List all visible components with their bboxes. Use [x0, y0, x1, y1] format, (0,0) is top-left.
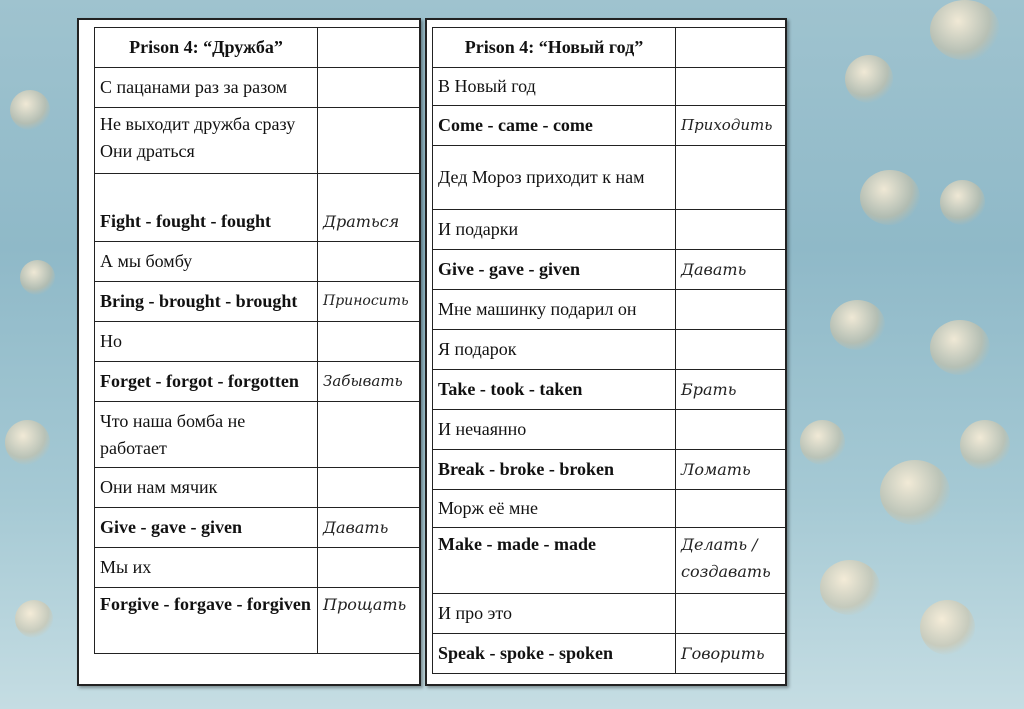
- lyric-line: Я подарок: [433, 330, 676, 370]
- left-worksheet: [77, 18, 421, 686]
- translation-cell: [318, 242, 420, 282]
- translation-cell: Брать: [676, 370, 786, 410]
- lyric-line: Они нам мячик: [95, 468, 318, 508]
- lyric-line: Что наша бомба не работает: [95, 402, 318, 468]
- translation-cell: [676, 490, 786, 528]
- verb-forms: Bring - brought - brought: [95, 282, 318, 322]
- translation-cell: [318, 68, 420, 108]
- verb-forms: Forget - forgot - forgotten: [95, 362, 318, 402]
- lyric-line: Не выходит дружба сразу Они драться: [95, 108, 318, 174]
- translation-cell: Ломать: [676, 450, 786, 490]
- translation-cell: Приходить: [676, 106, 786, 146]
- lyric-line: И нечаянно: [433, 410, 676, 450]
- lyric-line: А мы бомбу: [95, 242, 318, 282]
- lyric-line: И про это: [433, 594, 676, 634]
- translation-cell: Делать / создавать: [676, 528, 786, 594]
- lyric-line: Но: [95, 322, 318, 362]
- translation-cell: [676, 146, 786, 210]
- lyric-line: Мне машинку подарил он: [433, 290, 676, 330]
- translation-cell: [318, 402, 420, 468]
- verb-forms: Fight - fought - fought: [95, 174, 318, 242]
- translation-cell: [676, 68, 786, 106]
- lyric-line: С пацанами раз за разом: [95, 68, 318, 108]
- lyric-line: Мы их: [95, 548, 318, 588]
- translation-cell: [318, 108, 420, 174]
- verb-forms: Speak - spoke - spoken: [433, 634, 676, 674]
- left-verb-table: [94, 27, 420, 654]
- translation-cell: Говорить: [676, 634, 786, 674]
- verb-forms: Come - came - come: [433, 106, 676, 146]
- verb-forms: Take - took - taken: [433, 370, 676, 410]
- lyric-line: И подарки: [433, 210, 676, 250]
- translation-cell: Драться: [318, 174, 420, 242]
- verb-forms: Give - gave - given: [433, 250, 676, 290]
- verb-forms: Give - gave - given: [95, 508, 318, 548]
- right-verb-table: [432, 27, 786, 674]
- translation-cell: [676, 410, 786, 450]
- verb-forms: Forgive - forgave - forgiven: [95, 588, 318, 654]
- lyric-line: Дед Мороз приходит к нам: [433, 146, 676, 210]
- translation-cell: [318, 468, 420, 508]
- translation-cell: Забывать: [318, 362, 420, 402]
- right-worksheet: [425, 18, 787, 686]
- right-table-title: Prison 4: “Новый год”: [433, 28, 676, 68]
- translation-cell: [318, 548, 420, 588]
- translation-cell: Приносить: [318, 282, 420, 322]
- translation-cell: Давать: [676, 250, 786, 290]
- empty-cell: [676, 28, 786, 68]
- translation-cell: Прощать: [318, 588, 420, 654]
- left-table-title: Prison 4: “Дружба”: [95, 28, 318, 68]
- translation-cell: [676, 594, 786, 634]
- translation-cell: Давать: [318, 508, 420, 548]
- lyric-line: В Новый год: [433, 68, 676, 106]
- translation-cell: [676, 330, 786, 370]
- translation-cell: [318, 322, 420, 362]
- lyric-line: Морж её мне: [433, 490, 676, 528]
- translation-cell: [676, 290, 786, 330]
- verb-forms: Break - broke - broken: [433, 450, 676, 490]
- empty-cell: [318, 28, 420, 68]
- translation-cell: [676, 210, 786, 250]
- verb-forms: Make - made - made: [433, 528, 676, 594]
